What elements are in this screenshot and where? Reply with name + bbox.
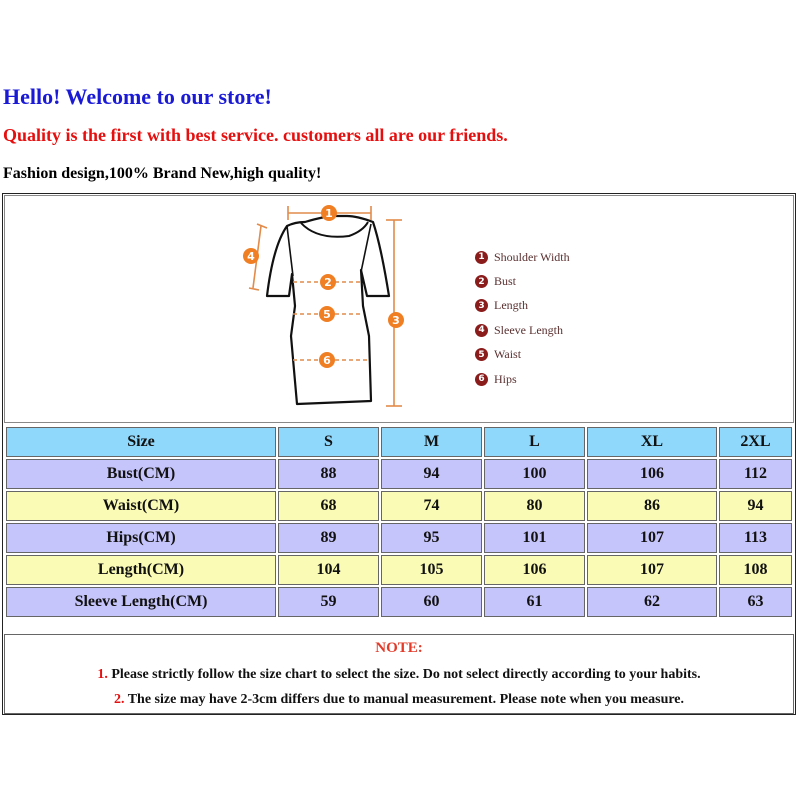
- welcome-heading: Hello! Welcome to our store!: [3, 84, 272, 109]
- table-header-row: [6, 427, 792, 457]
- note-line: [5, 692, 793, 708]
- legend-label: Waist: [494, 347, 522, 362]
- header-cell: 2XL: [719, 427, 792, 457]
- table-row: [6, 459, 792, 489]
- table-cell: 74: [381, 491, 482, 521]
- table-cell: 61: [484, 587, 585, 617]
- row-label: Sleeve Length(CM): [6, 587, 276, 617]
- table-cell: 108: [719, 555, 792, 585]
- table-row: [6, 523, 792, 553]
- note-number: 1.: [97, 667, 108, 682]
- table-row: [6, 587, 792, 617]
- legend-item: [475, 318, 570, 342]
- legend-label: Shoulder Width: [494, 249, 570, 264]
- table-cell: 94: [381, 459, 482, 489]
- dress-illustration: [5, 196, 793, 422]
- note-line: [5, 667, 793, 683]
- table-cell: 107: [587, 555, 717, 585]
- header-cell: S: [278, 427, 379, 457]
- table-cell: 89: [278, 523, 379, 553]
- legend-label: Bust: [494, 274, 517, 289]
- notes-box: [4, 634, 794, 714]
- legend-item: [475, 294, 570, 318]
- marker-1-label: 1: [325, 207, 333, 220]
- note-text: Please strictly follow the size chart to select the size. Do not select directly according to your habits.: [107, 667, 701, 682]
- table-cell: 60: [381, 587, 482, 617]
- note-number: 2.: [113, 692, 125, 707]
- legend-item: [475, 343, 570, 367]
- table-cell: 106: [484, 555, 585, 585]
- row-label: Bust(CM): [6, 459, 276, 489]
- header-cell: Size: [6, 427, 276, 457]
- legend-number: 5: [475, 348, 488, 361]
- legend-item: [475, 269, 570, 293]
- legend-label: Hips: [494, 371, 517, 386]
- table-cell: 88: [278, 459, 379, 489]
- legend-item: [475, 367, 570, 391]
- legend-label: Sleeve Length: [494, 322, 563, 337]
- table-cell: 101: [484, 523, 585, 553]
- table-cell: 107: [587, 523, 717, 553]
- table-cell: 100: [484, 459, 585, 489]
- marker-2-label: 2: [324, 276, 332, 289]
- table-cell: 80: [484, 491, 585, 521]
- product-tagline: Fashion design,100% Brand New,high quality!: [3, 165, 322, 182]
- size-table: [4, 425, 794, 619]
- measurement-diagram: [4, 195, 794, 423]
- table-row: [6, 555, 792, 585]
- marker-4-label: 4: [247, 250, 255, 263]
- row-label: Length(CM): [6, 555, 276, 585]
- table-cell: 112: [719, 459, 792, 489]
- table-row: [6, 491, 792, 521]
- table-cell: 86: [587, 491, 717, 521]
- header-cell: M: [381, 427, 482, 457]
- quality-slogan: Quality is the first with best service. customers all are our friends.: [3, 125, 508, 145]
- legend-number: 1: [475, 251, 488, 264]
- table-cell: 94: [719, 491, 792, 521]
- row-label: Waist(CM): [6, 491, 276, 521]
- legend-number: 3: [475, 299, 488, 312]
- marker-3-label: 3: [392, 314, 400, 327]
- table-cell: 59: [278, 587, 379, 617]
- table-cell: 62: [587, 587, 717, 617]
- note-text: The size may have 2-3cm differs due to manual measurement. Please note when you measure.: [124, 692, 685, 707]
- header-cell: L: [484, 427, 585, 457]
- header-cell: XL: [587, 427, 717, 457]
- note-title: NOTE:: [375, 640, 423, 656]
- measurement-legend: [475, 245, 570, 391]
- table-cell: 104: [278, 555, 379, 585]
- table-cell: 106: [587, 459, 717, 489]
- table-cell: 113: [719, 523, 792, 553]
- table-cell: 68: [278, 491, 379, 521]
- marker-5-label: 5: [323, 308, 331, 321]
- table-cell: 63: [719, 587, 792, 617]
- marker-6-label: 6: [323, 354, 331, 367]
- legend-label: Length: [494, 298, 528, 313]
- table-cell: 95: [381, 523, 482, 553]
- legend-number: 6: [475, 373, 488, 386]
- table-cell: 105: [381, 555, 482, 585]
- legend-number: 4: [475, 324, 488, 337]
- row-label: Hips(CM): [6, 523, 276, 553]
- legend-number: 2: [475, 275, 488, 288]
- legend-item: [475, 245, 570, 269]
